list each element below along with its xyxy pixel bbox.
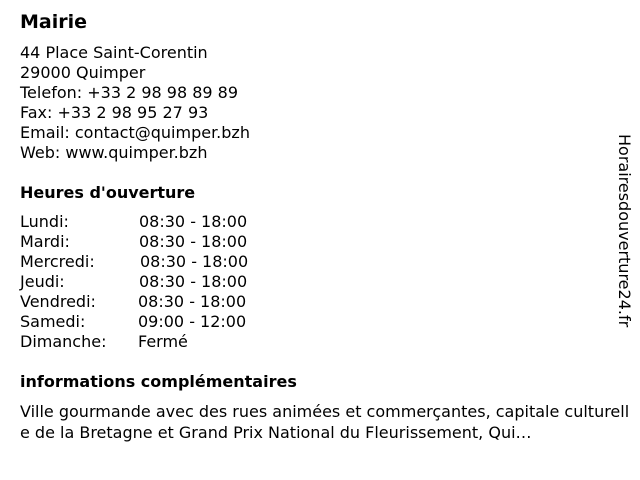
hours-table xyxy=(20,212,620,352)
hours-row-tuesday xyxy=(20,232,620,252)
time-value: Fermé xyxy=(138,332,188,351)
hours-row-saturday xyxy=(20,312,620,332)
day-label: Dimanche: xyxy=(20,332,107,351)
address-city: 29000 Quimper xyxy=(20,63,146,82)
place-title: Mairie xyxy=(20,11,88,33)
info-description: Ville gourmande avec des rues animées et commerçantes, capitale culturelle de la Bretagne et Grand Prix National du Fleurissement, Qui… xyxy=(20,402,630,442)
email-link[interactable]: Email: contact@quimper.bzh xyxy=(20,123,250,142)
day-label: Vendredi: xyxy=(20,292,96,311)
website-link[interactable]: Web: www.quimper.bzh xyxy=(20,143,208,162)
day-label: Samedi: xyxy=(20,312,86,331)
phone-number[interactable]: Telefon: +33 2 98 98 89 89 xyxy=(20,83,239,102)
info-heading: informations complémentaires xyxy=(20,372,297,391)
time-value: 08:30 - 18:00 xyxy=(139,232,248,251)
time-value: 08:30 - 18:00 xyxy=(139,212,248,231)
hours-row-friday xyxy=(20,292,620,312)
fax-number: Fax: +33 2 98 95 27 93 xyxy=(20,103,209,122)
day-label: Jeudi: xyxy=(20,272,65,291)
day-label: Mardi: xyxy=(20,232,70,251)
time-value: 08:30 - 18:00 xyxy=(139,272,248,291)
time-value: 08:30 - 18:00 xyxy=(140,252,249,271)
hours-heading: Heures d'ouverture xyxy=(20,183,196,202)
day-label: Mercredi: xyxy=(20,252,95,271)
day-label: Lundi: xyxy=(20,212,69,231)
address-street: 44 Place Saint-Corentin xyxy=(20,43,208,62)
site-watermark: Horairesdouverture24.fr xyxy=(615,134,634,328)
hours-row-sunday xyxy=(20,332,620,352)
contact-block xyxy=(20,43,620,163)
hours-row-monday xyxy=(20,212,620,232)
hours-row-wednesday xyxy=(20,252,620,272)
time-value: 08:30 - 18:00 xyxy=(138,292,247,311)
time-value: 09:00 - 12:00 xyxy=(138,312,247,331)
hours-row-thursday xyxy=(20,272,620,292)
